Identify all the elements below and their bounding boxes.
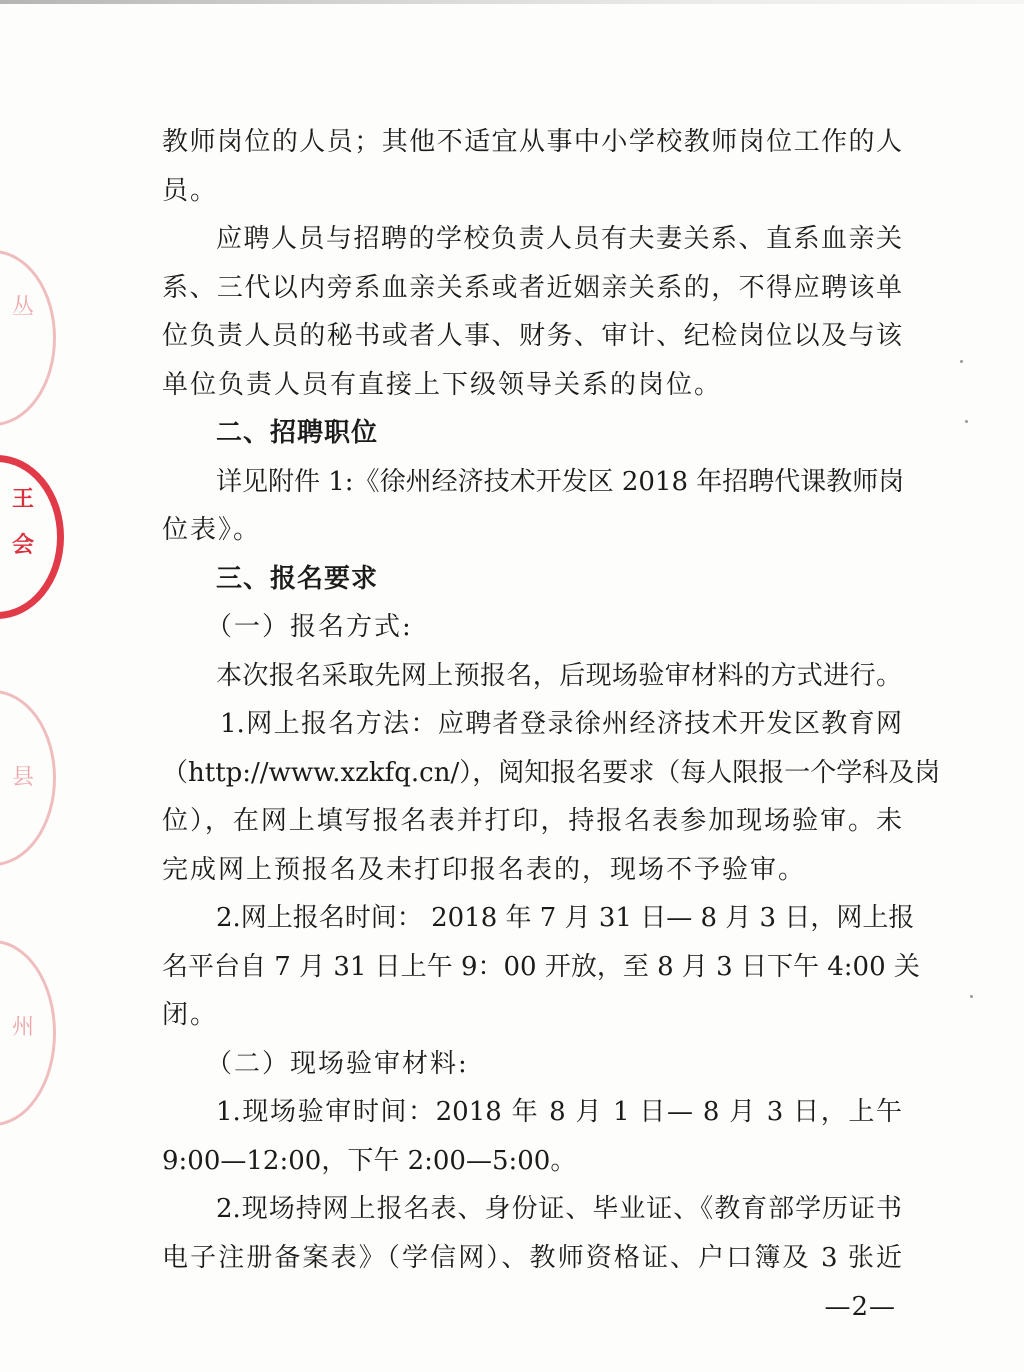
paragraph-line: 员。 (162, 175, 219, 206)
paragraph-line: 位表》。 (162, 515, 262, 545)
paragraph-line: 位），在网上填写报名表并打印，持报名表参加现场验审。未 (162, 806, 902, 836)
paragraph-line: 单位负责人员有直接上下级领导关系的岗位。 (162, 369, 723, 400)
paragraph-line: 9:00—12:00，下午 2:00—5:00。 (162, 1145, 577, 1176)
section-heading: 三、报名要求 (216, 563, 379, 594)
seal-glyph: 王 (12, 487, 35, 512)
seal-glyph: 县 (12, 765, 35, 790)
paragraph-line: 名平台自 7 月 31 日上午 9：00 开放，至 8 月 3 日下午 4:00 关 (162, 951, 920, 982)
seal-glyph: 丛 (12, 295, 35, 320)
subsection-heading: （二）现场验审材料: (206, 1048, 469, 1079)
paragraph-line: 1.网上报名方法：应聘者登录徐州经济技术开发区教育网 (220, 709, 902, 739)
seal-fragment-upper (0, 250, 56, 426)
paragraph-line: 位负责人员的秘书或者人事、财务、审计、纪检岗位以及与该 (162, 321, 902, 351)
paragraph-line: 教师岗位的人员；其他不适宜从事中小学校教师岗位工作的人 (162, 127, 902, 157)
paragraph-line: 电子注册备案表》（学信网）、教师资格证、户口簿及 3 张近 (162, 1242, 902, 1273)
subsection-heading: （一）报名方式: (206, 612, 413, 642)
paragraph-line: （http://www.xzkfq.cn/），阅知报名要求（每人限报一个学科及岗 (162, 757, 941, 788)
paragraph-line: 详见附件 1:《徐州经济技术开发区 2018 年招聘代课教师岗 (216, 466, 905, 497)
scan-speck (965, 420, 968, 423)
seal-glyph: 会 (12, 533, 35, 558)
paragraph-line: 2.网上报名时间： 2018 年 7 月 31 日— 8 月 3 日，网上报 (216, 903, 915, 933)
paragraph-line: 2.现场持网上报名表、身份证、毕业证、《教育部学历证书 (216, 1194, 902, 1224)
scan-speck (970, 995, 973, 998)
paragraph-line: 闭。 (162, 1000, 219, 1030)
paragraph-line: 系、三代以内旁系血亲关系或者近姻亲关系的，不得应聘该单 (162, 272, 902, 303)
paragraph-line: 本次报名采取先网上预报名，后现场验审材料的方式进行。 (216, 660, 902, 691)
seal-glyph: 州 (12, 1015, 35, 1040)
page-number: —2— (824, 1292, 896, 1322)
scan-top-edge (0, 0, 1024, 4)
paragraph-line: 应聘人员与招聘的学校负责人员有夫妻关系、直系血亲关 (216, 224, 902, 254)
paragraph-line: 完成网上预报名及未打印报名表的，现场不予验审。 (162, 854, 807, 885)
scan-speck (960, 360, 963, 363)
paragraph-line: 1.现场验审时间：2018 年 8 月 1 日— 8 月 3 日，上午 (216, 1097, 902, 1127)
document-body (162, 118, 941, 1282)
section-heading: 二、招聘职位 (216, 418, 379, 448)
